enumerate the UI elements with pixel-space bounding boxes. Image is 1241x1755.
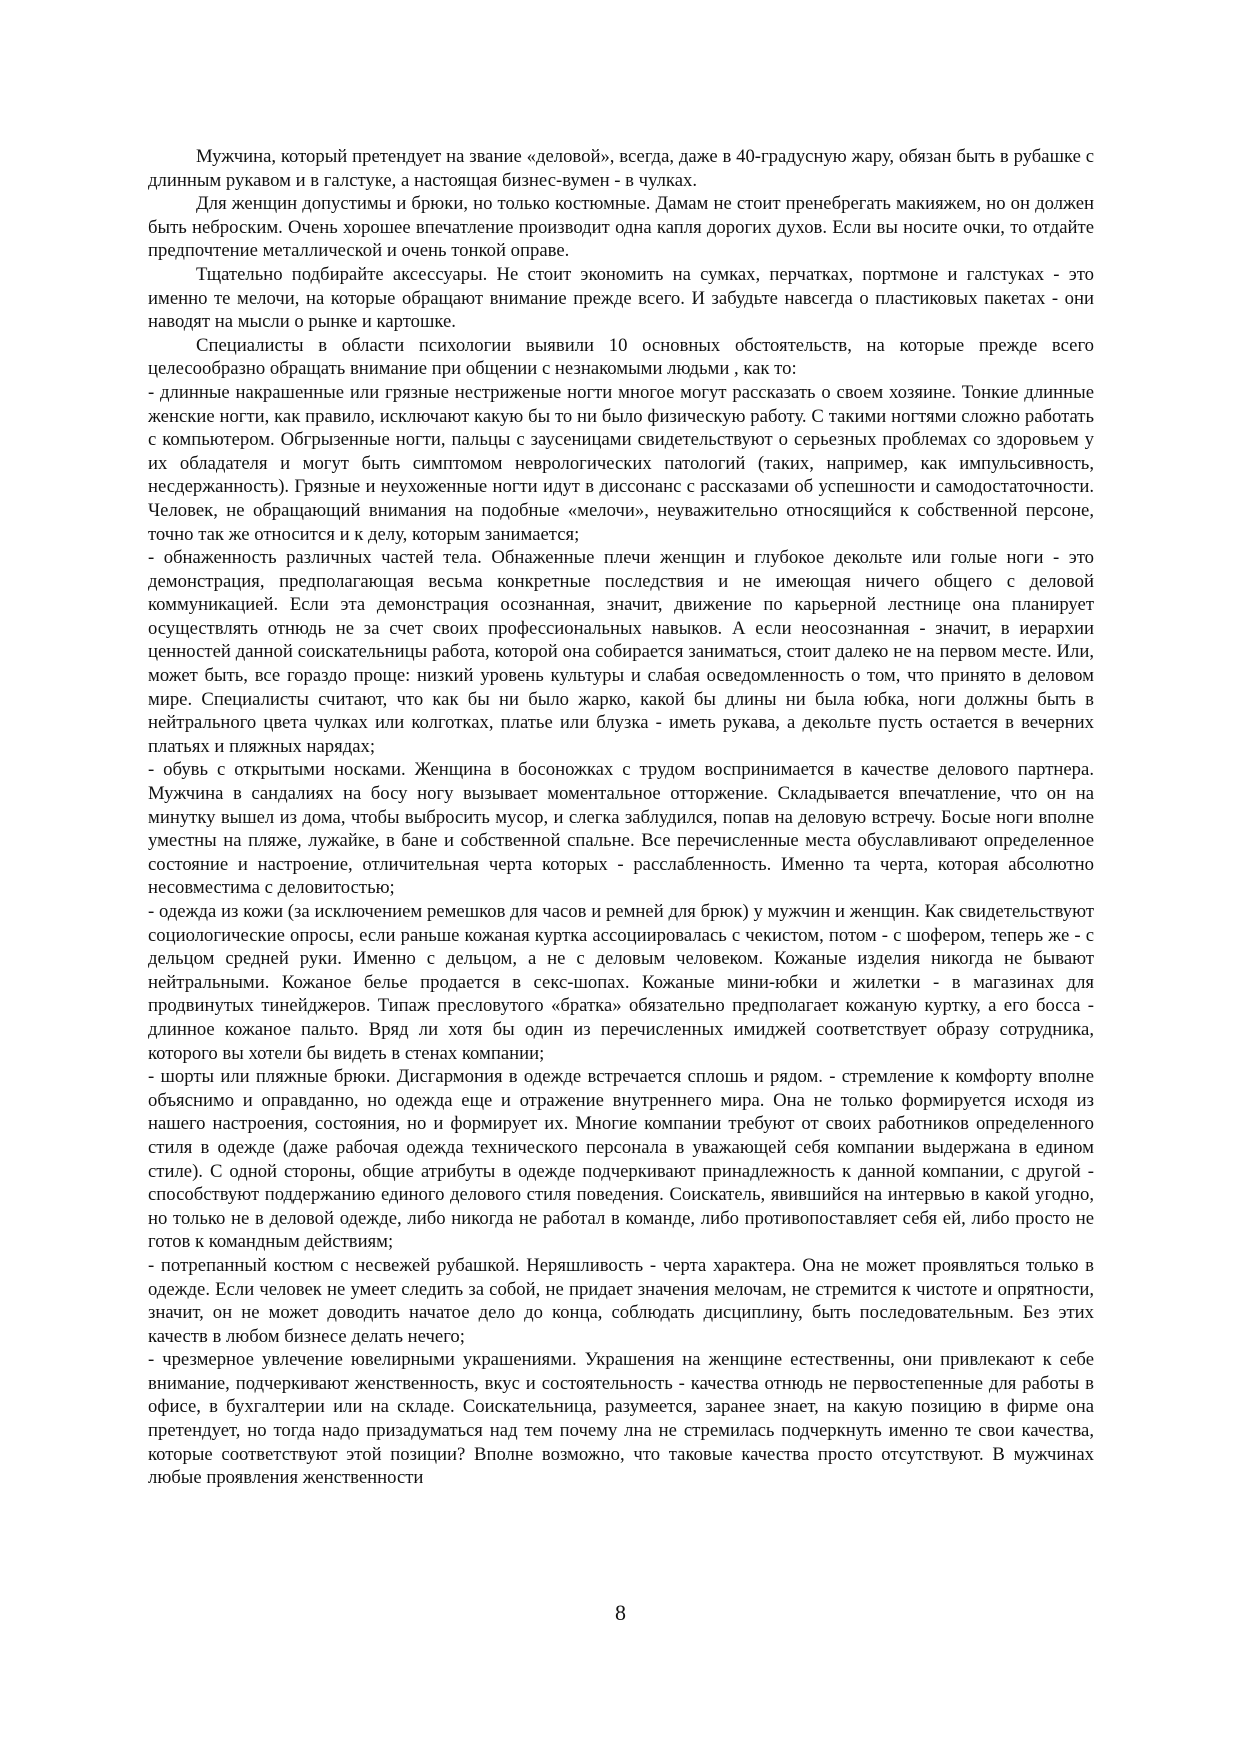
paragraph-accessories: Тщательно подбирайте аксессуары. Не стоит экономить на сумках, перчатках, портмоне и галстуках - это именно те мелочи, на которые обращают внимание прежде всего. И забудьте навсегда о пластиковых пакетах - они наводят на мысли о рынке и картошке.	[148, 263, 1094, 333]
page-number: 8	[615, 1600, 626, 1625]
list-item-shorts: - шорты или пляжные брюки. Дисгармония в одежде встречается сплошь и рядом. - стремление к комфорту вполне объяснимо и оправданно, но одежда еще и отражение внутреннего мира. Она не только формируется исходя из нашего настроения, состояния, но и формирует их. Многие компании требуют от своих работников определенного стиля в одежде (даже рабочая одежда технического персонала в уважающей себя компании выдержана в едином стиле). С одной стороны, общие атрибуты в одежде подчеркивают принадлежность к данной компании, с другой - способствуют поддержанию единого делового стиля поведения. Соискатель, явившийся на интервью в какой угодно, но только не в деловой одежде, либо никогда не работал в команде, либо противопоставляет себя ей, либо просто не готов к командным действиям;	[148, 1066, 1094, 1253]
list-item-bare-body: - обнаженность различных частей тела. Обнаженные плечи женщин и глубокое декольте или голые ноги - это демонстрация, предполагающая весьма конкретные последствия и не имеющая ничего общего с деловой коммуникацией. Если эта демонстрация осознанная, значит, движение по карьерной лестнице она планирует осуществлять отнюдь не за счет своих профессиональных навыков. А если неосознанная - значит, в иерархии ценностей данной соискательницы работа, которой она собирается заниматься, стоит далеко не на первом месте. Или, может быть, все гораздо проще: низкий уровень культуры и слабая осведомленность о том, что принято в деловом мире. Специалисты считают, что как бы ни было жарко, какой бы длины ни была юбка, ноги должны быть в нейтрального цвета чулках или колготках, платье или блузка - иметь рукава, а декольте пусть остается в вечерних платьях и пляжных нарядах;	[148, 547, 1094, 757]
list-item-open-shoes: - обувь с открытыми носками. Женщина в босоножках с трудом воспринимается в качестве делового партнера. Мужчина в сандалиях на босу ногу вызывает моментальное отторжение. Складывается впечатление, что он на минутку вышел из дома, чтобы выбросить мусор, и слегка заблудился, попав на деловую встречу. Босые ноги вполне уместны на пляже, лужайке, в бане и собственной спальне. Все перечисленные места обуславливают определенное состояние и настроение, отличительная черта которых - расслабленность. Именно та черта, которая абсолютно несовместима с деловитостью;	[148, 759, 1094, 899]
list-item-worn-suit: - потрепанный костюм с несвежей рубашкой. Неряшливость - черта характера. Она не может проявляться только в одежде. Если человек не умеет следить за собой, не придает значения мелочам, не стремится к чистоте и опрятности, значит, он не может доводить начатое дело до конца, соблюдать дисциплину, быть последовательным. Без этих качеств в любом бизнесе делать нечего;	[148, 1254, 1094, 1347]
list-item-jewelry: - чрезмерное увлечение ювелирными украшениями. Украшения на женщине естественны, они привлекают к себе внимание, подчеркивают женственность, вкус и состоятельность - качества отнюдь не первостепенные для работы в офисе, в бухгалтерии или на складе. Соискательница, разумеется, заранее знает, на какую позицию в фирме она претендует, но тогда надо призадуматься над тем почему лна не стремилась подчеркнуть именно те свои качества, которые соответствуют этой позиции? Вполне возможно, что таковые качества просто отсутствуют. В мужчинах любые проявления женственности	[148, 1349, 1094, 1489]
paragraph-business-man-dress: Мужчина, который претендует на звание «деловой», всегда, даже в 40-градусную жару, обязан быть в рубашке с длинным рукавом и в галстуке, а настоящая бизнес-вумен - в чулках.	[148, 146, 1094, 191]
list-item-leather-clothes: - одежда из кожи (за исключением ремешков для часов и ремней для брюк) у мужчин и женщин. Как свидетельствуют социологические опросы, если раньше кожаная куртка ассоциировалась с чекистом, потом - с шофером, теперь же - с дельцом средней руки. Именно с дельцом, а не с деловым человеком. Кожаные изделия никогда не бывают нейтральными. Кожаное белье продается в секс-шопах. Кожаные мини-юбки и жилетки - в магазинах для продвинутых тинейджеров. Типаж пресловутого «братка» обязательно предполагает кожаную куртку, а его босса - длинное кожаное пальто. Вряд ли хотя бы один из перечисленных имиджей соответствует образу сотрудника, которого вы хотели бы видеть в стенах компании;	[148, 901, 1094, 1064]
list-item-nails: - длинные накрашенные или грязные нестриженые ногти многое могут рассказать о своем хозяине. Тонкие длинные женские ногти, как правило, исключают какую бы то ни было физическую работу. С такими ногтями сложно работать с компьютером. Обгрызенные ногти, пальцы с заусеницами свидетельствуют о серьезных проблемах со здоровьем у их обладателя и могут быть симптомом неврологических патологий (таких, например, как импульсивность, несдержанность). Грязные и неухоженные ногти идут в диссонанс с рассказами об успешности и самодостаточности. Человек, не обращающий внимания на подобные «мелочи», неуважительно относящийся к собственной персоне, точно так же относится и к делу, которым занимается;	[148, 381, 1094, 545]
paragraph-psychology-intro: Специалисты в области психологии выявили 10 основных обстоятельств, на которые прежде всего целесообразно обращать внимание при общении с незнакомыми людьми , как то:	[148, 334, 1094, 380]
paragraph-women-dress: Для женщин допустимы и брюки, но только костюмные. Дамам не стоит пренебрегать макияжем, но он должен быть неброским. Очень хорошее впечатление производит одна капля дорогих духов. Если вы носите очки, то отдайте предпочтение металлической и очень тонкой оправе.	[148, 193, 1094, 262]
document-body	[148, 145, 1094, 1490]
